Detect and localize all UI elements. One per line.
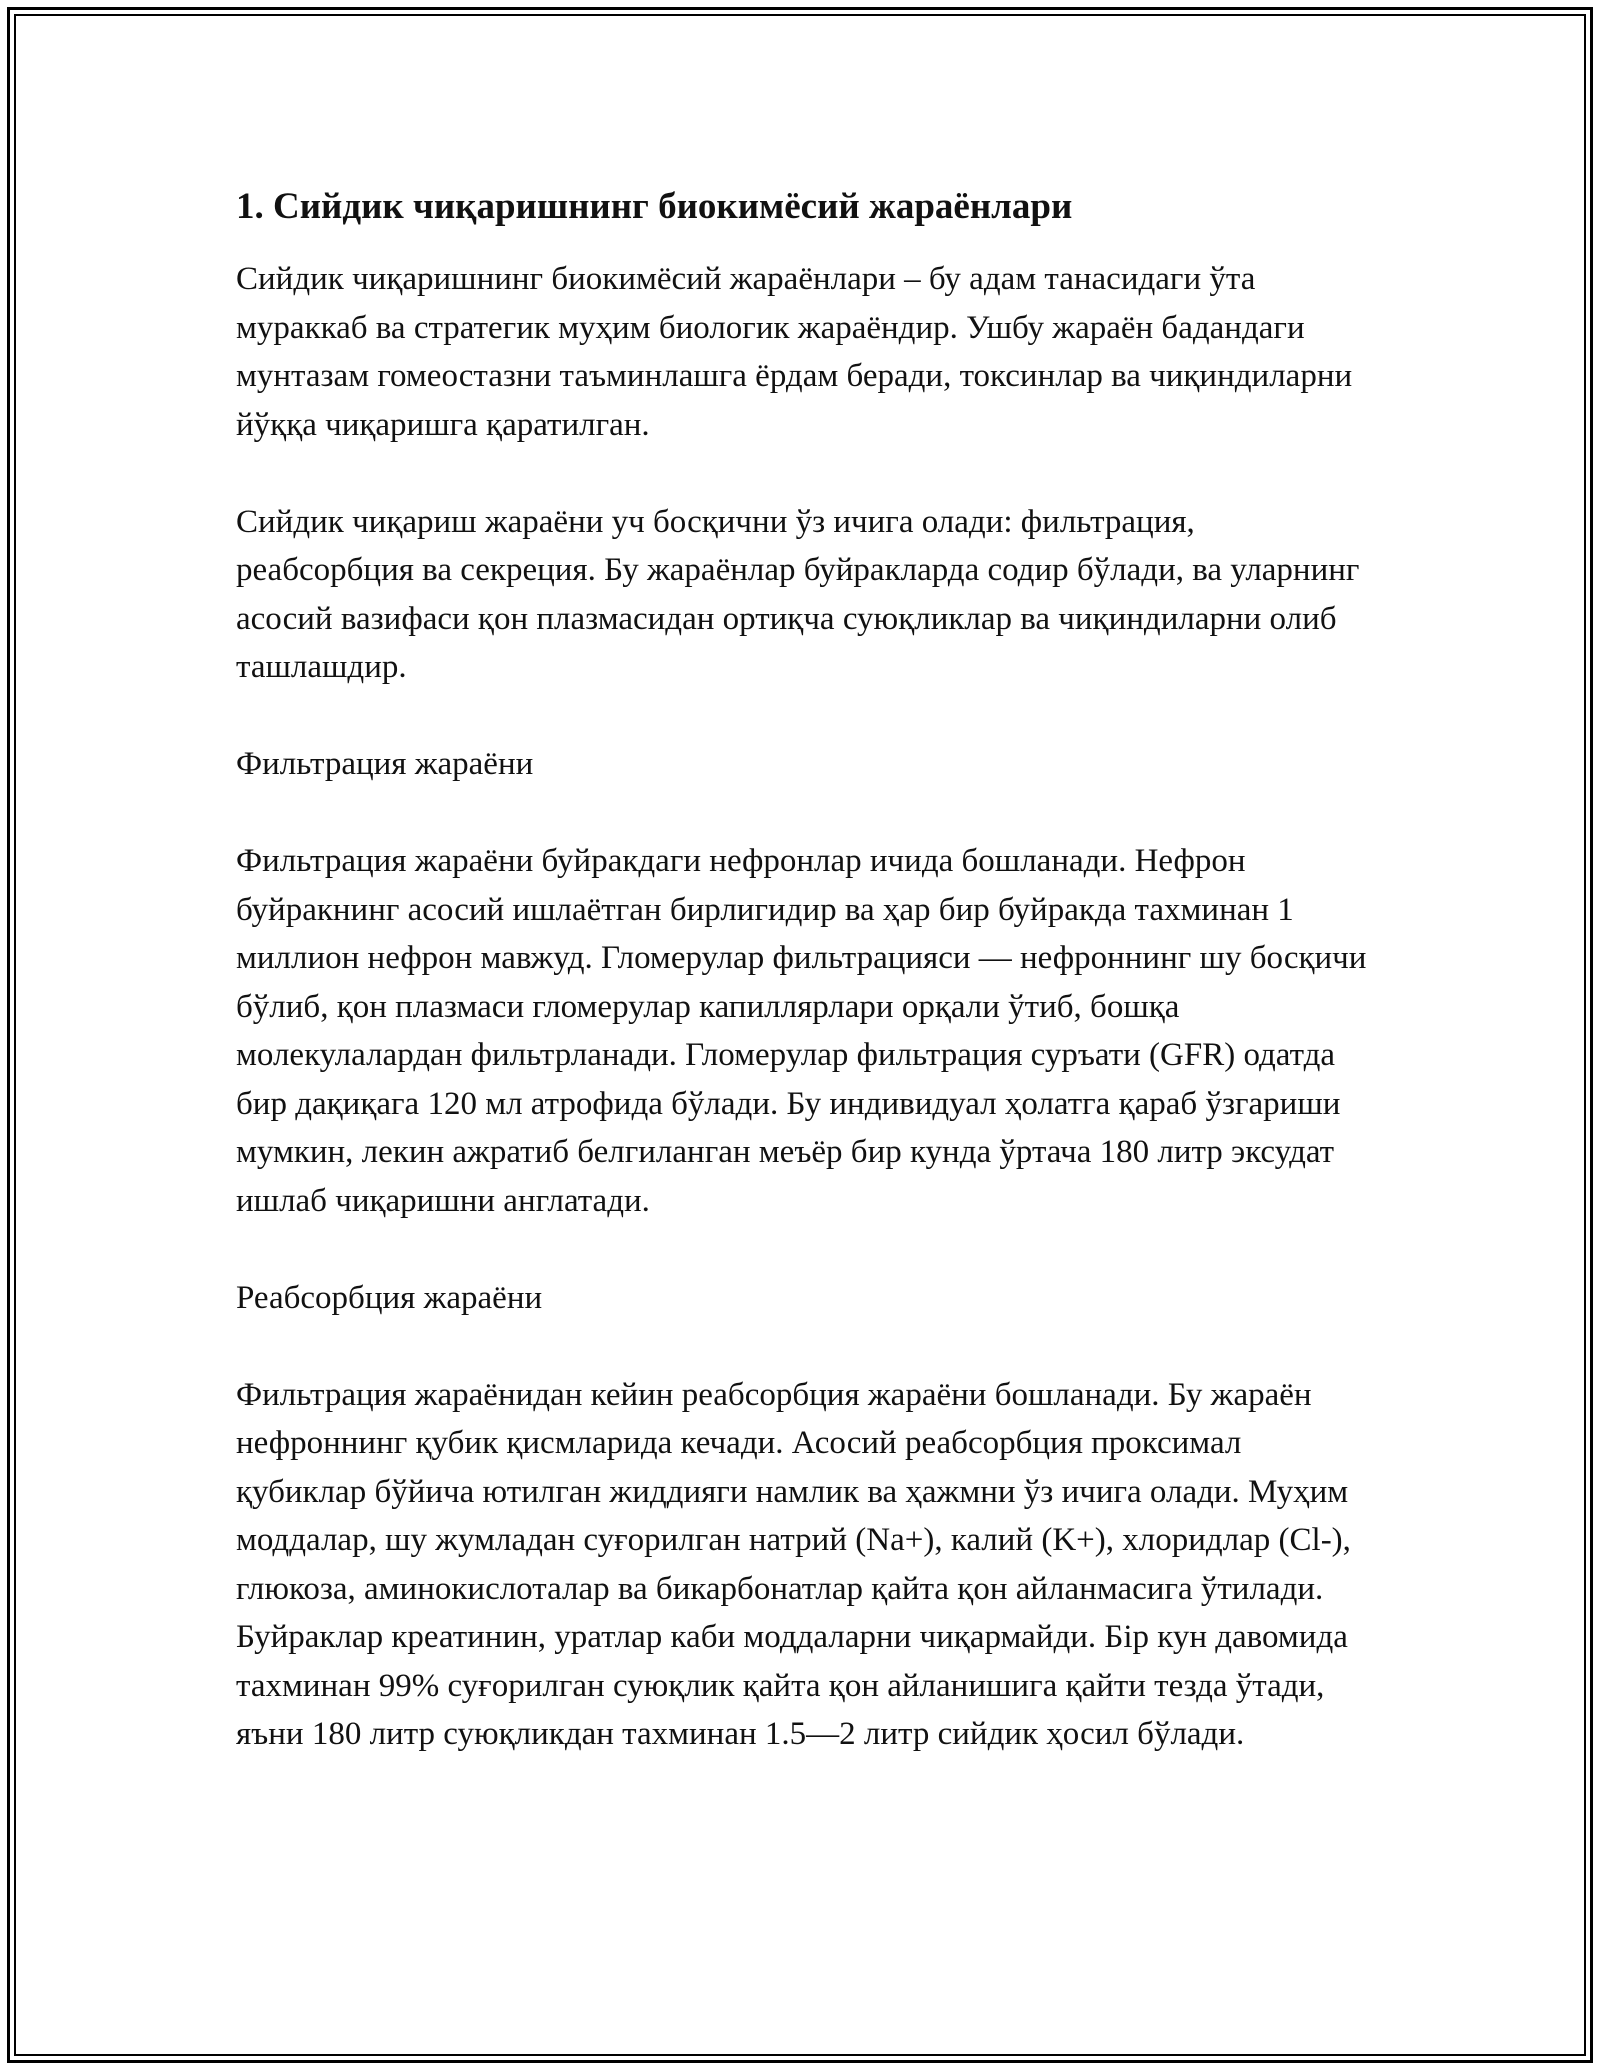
reabsorption-paragraph: Фильтрация жараёнидан кейин реабсорбция жараёни бошланади. Бу жараён нефроннинг қубик қисмларида кечади. Асосий реабсорбция проксимал қубиклар бўйича ютилган жиддияги намлик ва ҳажмни ўз ичига олади. Муҳим моддалар, шу жумладан суғорилган натрий (Na+), калий (K+), хлоридлар (Cl-), глюкоза, аминокислоталар ва бикарбонатлар қайта қон айланмасига ўтилади. Буйраклар креатинин, уратлар каби моддаларни чиқармайди. Бір кун давомида тахминан 99% суғорилган суюқлик қайта қон айланишига қайти тезда ўтади, яъни 180 литр суюқликдан тахминан 1.5—2 литр сийдик ҳосил бўлади.: [236, 1376, 1351, 1752]
intro-paragraph: Сийдик чиқаришнинг биокимёсий жараёнлари – бу адам танасидаги ўта мураккаб ва стратегик муҳим биологик жараёндир. Ушбу жараён бадандаги мунтазам гомеостазни таъминлашга ёрдам беради, токсинлар ва чиқиндиларни йўққа чиқаришга қаратилган.: [236, 261, 1353, 443]
filtration-subheading: Фильтрация жараёни: [236, 746, 534, 782]
stages-paragraph: Сийдик чиқариш жараёни уч босқични ўз ичига олади: фильтрация, реабсорбция ва секреция. Бу жараёнлар буйракларда содир бўлади, ва уларнинг асосий вазифаси қон плазмасидан ортиқча суюқликлар ва чиқиндиларни олиб ташлашдир.: [236, 503, 1360, 685]
reabsorption-subheading: Реабсорбция жараёни: [236, 1279, 543, 1316]
document-page: [236, 183, 1376, 1807]
filtration-paragraph: Фильтрация жараёни буйракдаги нефронлар ичида бошланади. Нефрон буйракнинг асосий ишлаётган бирлигидир ва ҳар бир буйракда тахминан 1 миллион нефрон мавжуд. Гломерулар фильтрацияси — нефроннинг шу босқичи бўлиб, қон плазмаси гломерулар капиллярлари орқали ўтиб, бошқа молекулалардан фильтрланади. Гломерулар фильтрация суръати (GFR) одатда бир дақиқага 120 мл атрофида бўлади. Бу индивидуал ҳолатга қараб ўзгариши мумкин, лекин ажратиб белгиланган меъёр бир кунда ўртача 180 литр эксудат ишлаб чиқаришни англатади.: [236, 843, 1367, 1219]
document-heading: 1. Сийдик чиқаришнинг биокимёсий жараёнлари: [236, 186, 1073, 227]
